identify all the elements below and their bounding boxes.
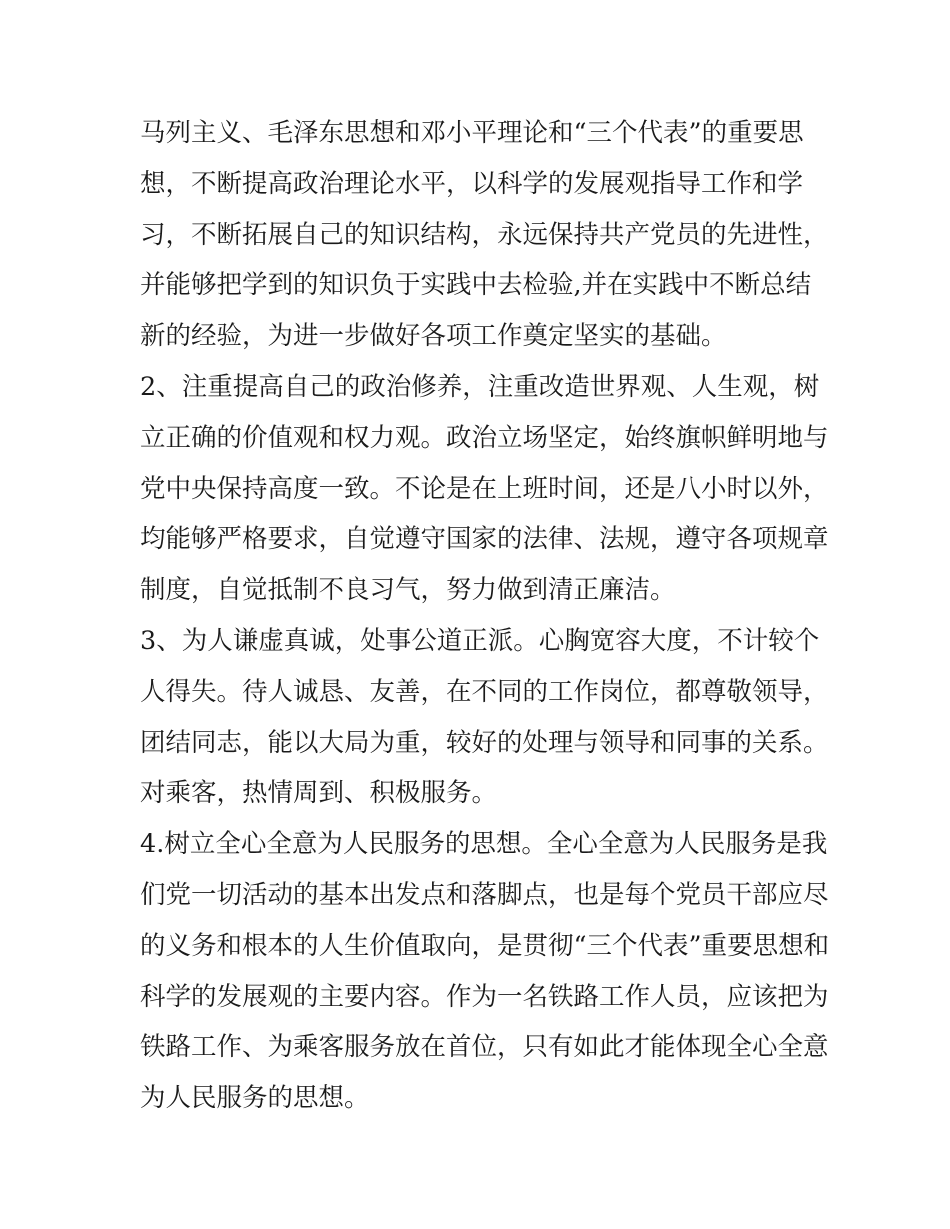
text-line: 制度，自觉抵制不良习气，努力做到清正廉洁。 xyxy=(140,575,676,606)
text-line: 为人民服务的思想。 xyxy=(140,1083,370,1114)
text-line: 人得失。待人诚恳、友善，在不同的工作岗位，都尊敬领导， xyxy=(140,676,829,707)
text-line: 科学的发展观的主要内容。作为一名铁路工作人员，应该把为 xyxy=(140,981,829,1012)
text-line: 习，不断拓展自己的知识结构，永远保持共产党员的先进性， xyxy=(140,219,829,250)
text-line: 党中央保持高度一致。不论是在上班时间，还是八小时以外， xyxy=(140,473,829,504)
text-line: 们党一切活动的基本出发点和落脚点，也是每个党员干部应尽 xyxy=(140,879,829,910)
text-line: 的义务和根本的人生价值取向，是贯彻“三个代表”重要思想和 xyxy=(140,930,830,961)
text-line: 对乘客，热情周到、积极服务。 xyxy=(140,778,498,809)
document-body xyxy=(140,108,830,1124)
text-line: 新的经验，为进一步做好各项工作奠定坚实的基础。 xyxy=(140,321,727,352)
text-line: 均能够严格要求，自觉遵守国家的法律、法规，遵守各项规章 xyxy=(140,524,829,555)
text-line: 立正确的价值观和权力观。政治立场坚定，始终旗帜鲜明地与 xyxy=(140,422,829,453)
text-line: 马列主义、毛泽东思想和邓小平理论和“三个代表”的重要思 xyxy=(140,118,804,148)
text-line: 想，不断提高政治理论水平，以科学的发展观指导工作和学 xyxy=(140,168,804,199)
text-line: 团结同志，能以大局为重，较好的处理与领导和同事的关系。 xyxy=(140,727,829,758)
text-line: 铁路工作、为乘客服务放在首位，只有如此才能体现全心全意 xyxy=(140,1032,829,1063)
text-line: 4.树立全心全意为人民服务的思想。全心全意为人民服务是我 xyxy=(140,829,828,860)
text-line: 并能够把学到的知识负于实践中去检验,并在实践中不断总结 xyxy=(140,270,812,301)
text-line: 3、为人谦虚真诚，处事公道正派。心胸宽容大度，不计较个 xyxy=(140,625,820,656)
text-line: 2、注重提高自己的政治修养，注重改造世界观、人生观，树 xyxy=(140,371,820,402)
